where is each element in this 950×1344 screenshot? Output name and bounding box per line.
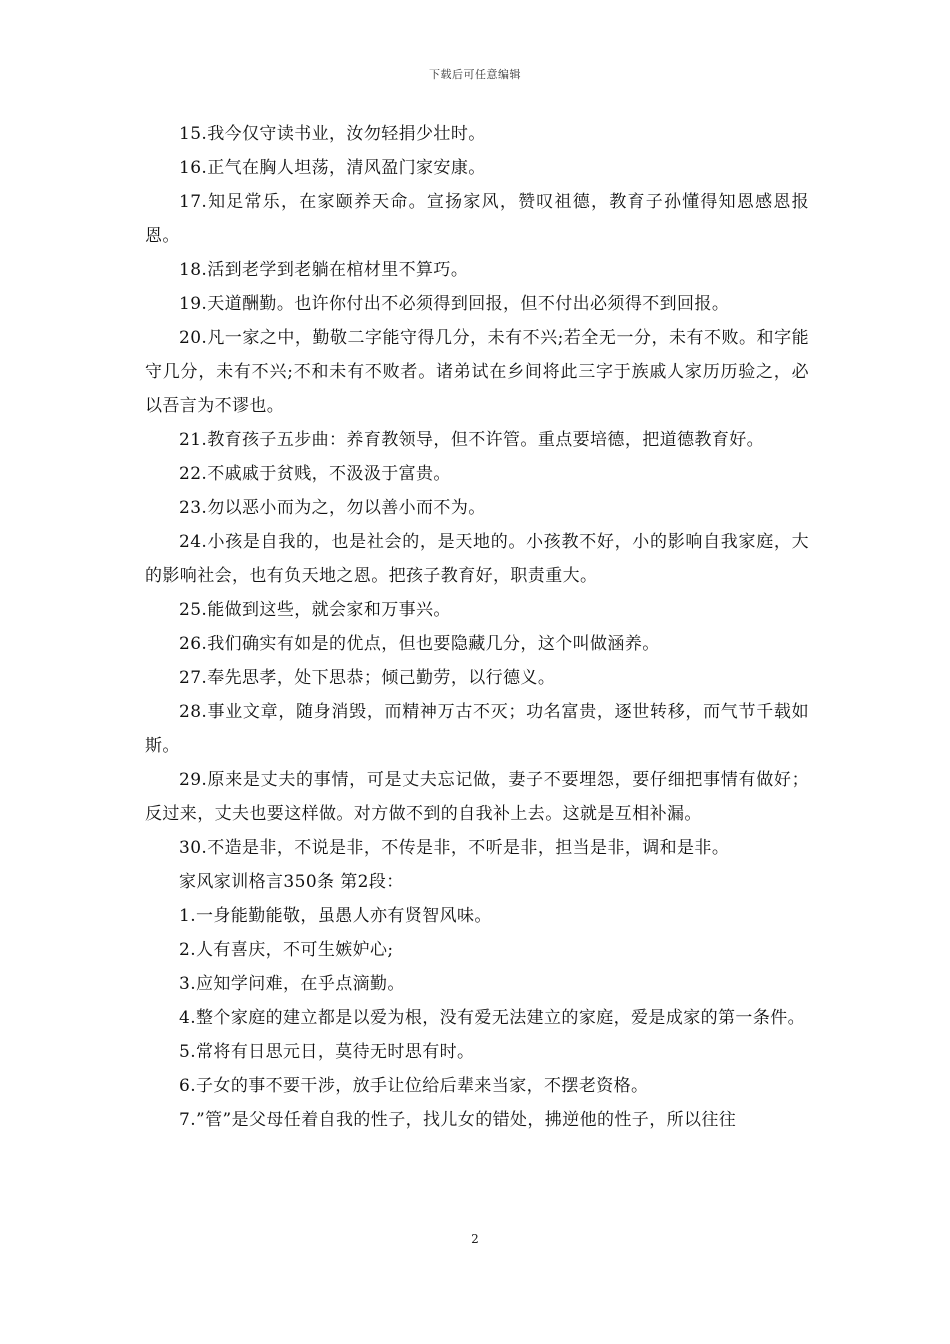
paragraph: 20.凡一家之中，勤敬二字能守得几分，未有不兴;若全无一分，未有不败。和字能守几分，未有不兴;不和未有不败者。诸弟试在乡间将此三字于族戚人家历历验之，必以吾言为不谬也。: [145, 328, 809, 416]
page-header: 下载后可任意编辑: [429, 68, 521, 81]
paragraph: 4.整个家庭的建立都是以爱为根，没有爱无法建立的家庭，爱是成家的第一条件。: [179, 1008, 806, 1028]
page-number: 2: [471, 1232, 479, 1246]
paragraph: 16.正气在胸人坦荡，清风盈门家安康。: [179, 158, 486, 178]
paragraph: 27.奉先思孝，处下思恭；倾己勤劳，以行德义。: [179, 668, 556, 688]
paragraph: 28.事业文章，随身消毁，而精神万古不灭；功名富贵，逐世转移，而气节千载如斯。: [145, 702, 809, 756]
document-body: [145, 117, 809, 1137]
paragraph: 7.”管”是父母任着自我的性子，找儿女的错处，拂逆他的性子，所以往往: [179, 1110, 737, 1130]
paragraph: 19.天道酬勤。也许你付出不必须得到回报，但不付出必须得不到回报。: [179, 294, 730, 314]
paragraph: 18.活到老学到老躺在棺材里不算巧。: [179, 260, 469, 280]
paragraph: 17.知足常乐，在家颐养天命。宣扬家风，赞叹祖德，教育子孙懂得知恩感恩报恩。: [145, 192, 809, 246]
paragraph: 22.不戚戚于贫贱，不汲汲于富贵。: [179, 464, 451, 484]
paragraph: 30.不造是非，不说是非，不传是非，不听是非，担当是非，调和是非。: [179, 838, 730, 858]
section-heading: 家风家训格言350条 第2段：: [179, 872, 404, 892]
paragraph: 1.一身能勤能敬，虽愚人亦有贤智风味。: [179, 906, 492, 926]
paragraph: 26.我们确实有如是的优点，但也要隐藏几分，这个叫做涵养。: [179, 634, 660, 654]
paragraph: 3.应知学问难，在乎点滴勤。: [179, 974, 405, 994]
paragraph: 15.我今仅守读书业，汝勿轻捐少壮时。: [179, 124, 486, 144]
paragraph: 5.常将有日思元日，莫待无时思有时。: [179, 1042, 475, 1062]
paragraph: 25.能做到这些，就会家和万事兴。: [179, 600, 451, 620]
paragraph: 23.勿以恶小而为之，勿以善小而不为。: [179, 498, 486, 518]
paragraph: 6.子女的事不要干涉，放手让位给后辈来当家，不摆老资格。: [179, 1076, 649, 1096]
paragraph: 24.小孩是自我的，也是社会的，是天地的。小孩教不好，小的影响自我家庭，大的影响社会，也有负天地之恩。把孩子教育好，职责重大。: [145, 532, 809, 586]
paragraph: 21.教育孩子五步曲：养育教领导，但不许管。重点要培德，把道德教育好。: [179, 430, 765, 450]
paragraph: 2.人有喜庆，不可生嫉妒心;: [179, 940, 394, 960]
paragraph: 29.原来是丈夫的事情，可是丈夫忘记做，妻子不要埋怨，要仔细把事情有做好；反过来，丈夫也要这样做。对方做不到的自我补上去。这就是互相补漏。: [145, 770, 809, 824]
